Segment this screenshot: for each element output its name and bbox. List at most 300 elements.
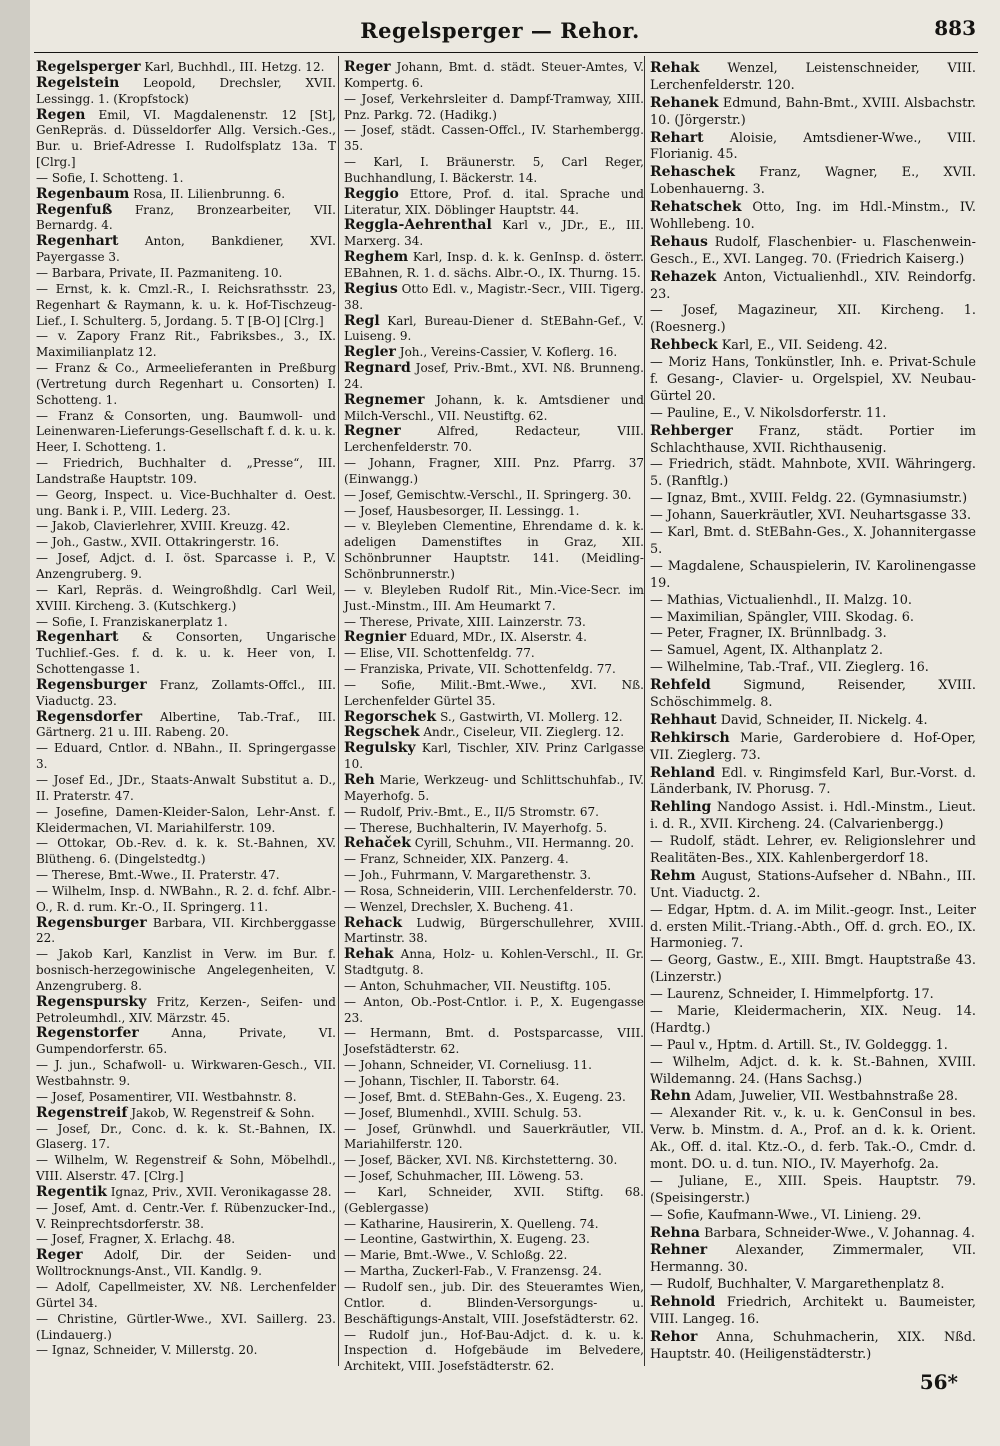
entry-details: — Johann, Tischler, II. Taborstr. 64. [344, 1074, 560, 1088]
entry-details: Edmund, Bahn-Bmt., XVIII. Alsbachstr. 10. (Jörgerstr.) [650, 95, 976, 128]
entry-surname: Rehna [650, 1224, 700, 1241]
entry-details: — Wilhelmine, Tab.-Traf., VII. Zieglerg. 16. [650, 660, 929, 676]
entry-details: Jakob, W. Regenstreif & Sohn. [131, 1105, 315, 1120]
directory-entry [36, 868, 336, 884]
directory-entry [344, 773, 644, 805]
entry-details: Otto, Ing. im Hdl.-Minstm., IV. Wohllebeng. 10. [650, 200, 976, 233]
entry-details: Otto Edl. v., Magistr.-Secr., VIII. Tigerg. 38. [344, 281, 644, 312]
entry-surname: Rehart [650, 129, 704, 146]
entry-details: — Karl, Repräs. d. Weingroßhdlg. Carl Weil, XVIII. Kircheng. 3. (Kutschkerg.) [36, 582, 336, 613]
directory-entry [36, 234, 336, 266]
directory-entry [344, 123, 644, 155]
entry-details: — Laurenz, Schneider, I. Himmelpfortg. 17. [650, 987, 934, 1003]
entry-surname: Regulsky [344, 740, 416, 757]
entry-details: — Ernst, k. k. Cmzl.-R., I. Reichsrathsstr. 23, Regenhart & Raymann, k. u. k. Hof-Tischzeug-Lief., I. Schulterg. 5, Jordang. 5. T [B-O] [Clrg.] [36, 281, 336, 328]
entry-surname: Regenbaum [36, 185, 130, 202]
entry-details: — Johann, Sauerkräutler, XVI. Neuhartsgasse 33. [650, 508, 972, 524]
directory-entry [650, 765, 976, 800]
directory-entry [650, 610, 976, 627]
entry-surname: Rehak [650, 60, 700, 76]
directory-entry [344, 1328, 644, 1376]
entry-details: — Josefine, Damen-Kleider-Salon, Lehr-Anst. f. Kleidermachen, VI. Mariahilferstr. 109. [36, 804, 336, 835]
entry-details: — Samuel, Agent, IX. Althanplatz 2. [650, 643, 883, 659]
entry-details: — Franz, Schneider, XIX. Panzerg. 4. [344, 852, 569, 867]
directory-entry [650, 1106, 976, 1174]
entry-details: Rudolf, Flaschenbier- u. Flaschenwein-Gesch., E., XVI. Langeg. 70. (Friedrich Kaiserg.) [650, 234, 976, 267]
entry-details: Andr., Ciseleur, VII. Zieglerg. 12. [423, 725, 625, 740]
directory-entry [650, 559, 976, 593]
entry-surname: Regenhart [36, 629, 119, 646]
directory-entry [344, 155, 644, 187]
entry-details: S., Gastwirth, VI. Mollerg. 12. [440, 709, 623, 724]
entry-details: — Josef, Amt. d. Centr.-Ver. f. Rübenzucker-Ind., V. Reinprechtsdorferstr. 38. [36, 1200, 336, 1231]
running-head: Regelsperger — Rehor. [360, 18, 640, 43]
entry-surname: Rehatschek [650, 199, 742, 216]
directory-entry [344, 630, 644, 646]
entry-details: David, Schneider, II. Nickelg. 4. [720, 712, 928, 728]
directory-entry [36, 1106, 336, 1122]
directory-entry [344, 662, 644, 678]
directory-entry [344, 1058, 644, 1074]
entry-surname: Rehberger [650, 422, 733, 439]
directory-entry [344, 1248, 644, 1264]
entry-details: Nandogo Assist. i. Hdl.-Minstm., Lieut. i. d. R., XVII. Kircheng. 24. (Calvarienbergg.) [650, 800, 976, 833]
directory-entry [344, 1026, 644, 1058]
entry-surname: Rehn [650, 1088, 691, 1105]
directory-entry [36, 836, 336, 868]
entry-details: — Rosa, Schneiderin, VIII. Lerchenfelderstr. 70. [344, 883, 637, 898]
entry-surname: Regner [344, 423, 401, 440]
entry-surname: Regorschek [344, 708, 437, 725]
entry-details: Emil, VI. Magdalenenstr. 12 [St], GenRepräs. d. Düsseldorfer Allg. Versich.-Ges., Bur. u. Brief-Adresse I. Rudolfsplatz 13a. T [Clrg.] [36, 107, 336, 170]
entry-details: Karl v., JDr., E., III. Marxerg. 34. [344, 218, 644, 249]
directory-entry [344, 282, 644, 314]
entry-details: — Christine, Gürtler-Wwe., XVI. Saillerg. 23. (Lindauerg.) [36, 1311, 336, 1342]
directory-entry [344, 947, 644, 979]
entry-details: — Pauline, E., V. Nikolsdorferstr. 11. [650, 405, 887, 421]
entry-details: — Alexander Rit. v., k. u. k. GenConsul in bes. Verw. b. Minstm. d. A., Prof. an d. k. k. Orient. Ak., Off. d. ital. Ktz.-O., d. ferb. Tak.-O., Cmdr. d. mont. DO. u. d. tun. NIO., IV. Mayerhofg. 2a. [650, 1106, 976, 1172]
entry-details: — Franz & Consorten, ung. Baumwoll- und Leinenwaren-Lieferungs-Gesellschaft f. d. k. u. k. Heer, I. Schotteng. 1. [36, 408, 336, 455]
entry-details: — Marie, Bmt.-Wwe., V. Schloßg. 22. [344, 1248, 568, 1263]
entry-details: — Marie, Kleidermacherin, XIX. Neug. 14. (Hardtg.) [650, 1003, 976, 1036]
directory-entry [344, 836, 644, 852]
directory-entry [650, 1294, 976, 1329]
directory-entry [344, 900, 644, 916]
entry-details: — Peter, Fragner, IX. Brünnlbadg. 3. [650, 626, 887, 642]
entry-details: — Johann, Schneider, VI. Corneliusg. 11. [344, 1058, 592, 1073]
entry-details: — Josef, Adjct. d. I. öst. Sparcasse i. P., V. Anzengruberg. 9. [36, 551, 336, 581]
directory-entry [650, 269, 976, 304]
entry-details: — Josef Ed., JDr., Staats-Anwalt Substitut a. D., II. Praterstr. 47. [36, 772, 336, 803]
entry-details: — Josef, Blumenhdl., XVIII. Schulg. 53. [344, 1105, 582, 1120]
directory-entry [650, 491, 976, 508]
directory-entry [650, 677, 976, 712]
entry-surname: Reggla-Aehrenthal [344, 217, 492, 234]
directory-entry [36, 884, 336, 916]
entry-details: — Joh., Gastw., XVII. Ottakringerstr. 16. [36, 535, 280, 550]
entry-details: — Rudolf, Buchhalter, V. Margarethenplatz 8. [650, 1277, 945, 1293]
directory-entry [650, 1088, 976, 1106]
directory-entry [650, 130, 976, 165]
directory-entry [344, 995, 644, 1027]
entry-surname: Rehfeld [650, 677, 711, 694]
entry-details: Anton, Victualienhdl., XIV. Reindorfg. 23. [650, 269, 976, 302]
entry-details: — Wilhelm, W. Regenstreif & Sohn, Möbelhdl., VIII. Alserstr. 47. [Clrg.] [36, 1153, 336, 1184]
entry-details: — v. Zapory Franz Rit., Fabriksbes., 3., IX. Maximilianplatz 12. [36, 329, 336, 360]
entry-details: — Jakob, Clavierlehrer, XVIII. Kreuzg. 42. [36, 519, 291, 534]
entry-details: — Hermann, Bmt. d. Postsparcasse, VIII. Josefstädterstr. 62. [344, 1026, 644, 1057]
entry-details: Barbara, VII. Kirchberggasse 22. [36, 915, 336, 946]
directory-entry [36, 947, 336, 995]
header-rule [34, 52, 978, 53]
directory-entry [344, 1074, 644, 1090]
directory-entry [344, 187, 644, 219]
entry-details: — Paul v., Hptm. d. Artill. St., IV. Goldeggg. 1. [650, 1037, 948, 1053]
directory-entry [650, 643, 976, 660]
entry-details: — Anton, Schuhmacher, VII. Neustiftg. 105. [344, 978, 612, 993]
entry-details: Wenzel, Leistenschneider, VIII. Lerchenfelderstr. 120. [650, 61, 976, 93]
entry-details: — Karl, Schneider, XVII. Stiftg. 68. (Geblergasse) [344, 1184, 644, 1215]
entry-details: Alexander, Zimmermaler, VII. Hermanng. 30. [650, 1243, 977, 1276]
directory-entry [650, 1038, 976, 1055]
entry-details: Adolf, Dir. der Seiden- und Wolltrocknungs-Anst., VII. Kandlg. 9. [36, 1248, 336, 1279]
entry-surname: Reghem [344, 249, 409, 266]
directory-entry [650, 355, 976, 406]
entry-details: Adam, Juwelier, VII. Westbahnstraße 28. [694, 1089, 959, 1105]
directory-entry [344, 1106, 644, 1122]
entry-details: — Josef, Posamentirer, VII. Westbahnstr. 8. [36, 1089, 297, 1104]
entry-surname: Rehner [650, 1242, 708, 1259]
directory-entry [650, 234, 976, 269]
entry-details: — v. Bleyleben Rudolf Rit., Min.-Vice-Secr. im Just.-Minstm., III. Am Heumarkt 7. [344, 582, 644, 613]
entry-details: Aloisie, Amtsdiener-Wwe., VIII. Florianig. 45. [650, 130, 976, 163]
directory-entry [344, 504, 644, 520]
directory-entry [344, 393, 644, 425]
directory-entry [344, 60, 644, 92]
directory-entry [650, 987, 976, 1004]
entry-surname: Regnard [344, 360, 411, 377]
entry-surname: Rehbeck [650, 337, 718, 354]
entry-details: — Josef, Bmt. d. StEBahn-Ges., X. Eugeng. 23. [344, 1089, 626, 1104]
entry-surname: Rehland [650, 764, 716, 781]
entry-surname: Regelstein [36, 74, 120, 91]
entry-details: Cyrill, Schuhm., VII. Hermanng. 20. [414, 836, 635, 851]
entry-surname: Regl [344, 312, 380, 329]
directory-entry [36, 1201, 336, 1233]
entry-details: — Josef, Hausbesorger, II. Lessingg. 1. [344, 503, 580, 518]
entry-details: Karl, E., VII. Seideng. 42. [721, 338, 888, 354]
entry-details: Franz, Bronzearbeiter, VII. Bernardg. 4. [36, 202, 336, 233]
directory-entry [344, 314, 644, 346]
directory-entry [650, 799, 976, 834]
entry-details: Edl. v. Ringimsfeld Karl, Bur.-Vorst. d. Länderbank, IV. Phorusg. 7. [650, 765, 976, 798]
entry-surname: Regenstorfer [36, 1025, 139, 1042]
directory-entry [36, 535, 336, 551]
entry-details: Anna, Schuhmacherin, XIX. Nßd. Hauptstr. 40. (Heiligenstädterstr.) [650, 1329, 976, 1362]
entry-details: — Adolf, Capellmeister, XV. Nß. Lerchenfelder Gürtel 34. [36, 1279, 336, 1310]
entry-details: — Juliane, E., XIII. Speis. Hauptstr. 79. (Speisingerstr.) [650, 1173, 976, 1206]
directory-entry [36, 108, 336, 171]
entry-details: Anna, Private, VI. Gumpendorferstr. 65. [36, 1026, 336, 1057]
entry-details: — Maximilian, Spängler, VIII. Skodag. 6. [650, 609, 914, 625]
directory-entry [650, 868, 976, 903]
directory-entry [344, 741, 644, 773]
entry-surname: Regius [344, 280, 398, 297]
directory-entry [650, 626, 976, 643]
directory-entry [36, 1058, 336, 1090]
page-number: 883 [934, 16, 976, 40]
directory-entry [344, 1169, 644, 1185]
directory-entry [36, 456, 336, 488]
entry-details: Leopold, Drechsler, XVII. Lessingg. 1. (Kropfstock) [36, 75, 336, 106]
directory-entry [344, 519, 644, 582]
directory-entry [36, 1280, 336, 1312]
entry-details: — Wilhelm, Insp. d. NWBahn., R. 2. d. fchf. Albr.-O., R. d. rum. Kr.-O., II. Springerg. 11. [36, 883, 336, 914]
entry-details: — Ignaz, Bmt., XVIII. Feldg. 22. (Gymnasiumstr.) [650, 491, 968, 507]
directory-entry [36, 1185, 336, 1201]
entry-details: — Anton, Ob.-Post-Cntlor. i. P., X. Eugengasse 23. [344, 994, 644, 1025]
entry-surname: Regschek [344, 724, 420, 741]
entry-surname: Rehm [650, 867, 696, 884]
directory-entry [650, 903, 976, 954]
directory-entry [650, 525, 976, 559]
directory-entry [36, 171, 336, 187]
entry-surname: Rehanek [650, 94, 719, 111]
directory-entry [650, 730, 976, 765]
entry-surname: Regler [344, 344, 396, 361]
directory-entry [36, 203, 336, 235]
directory-entry [344, 852, 644, 868]
printer-signature: 56* [919, 1370, 958, 1394]
directory-entry [36, 710, 336, 742]
entry-surname: Rehaschek [650, 164, 735, 181]
entry-surname: Regen [36, 106, 86, 123]
directory-column-3 [650, 60, 976, 1364]
entry-surname: Reggio [344, 185, 399, 202]
entry-details: Karl, Tischler, XIV. Prinz Carlgasse 10. [344, 741, 644, 772]
directory-entry [344, 916, 644, 948]
directory-entry [650, 834, 976, 868]
directory-entry [344, 805, 644, 821]
entry-details: — Katharine, Hausirerin, X. Quelleng. 74. [344, 1216, 599, 1231]
entry-surname: Rehazek [650, 268, 717, 285]
directory-entry [650, 1277, 976, 1294]
directory-column-2 [344, 60, 644, 1375]
entry-details: — Josef, Fragner, X. Erlachg. 48. [36, 1232, 236, 1247]
entry-details: — Johann, Fragner, XIII. Pnz. Pfarrg. 37 (Einwangg.) [344, 456, 644, 486]
directory-entry [36, 630, 336, 678]
entry-details: — Rudolf sen., jub. Dir. des Steueramtes Wien, Cntlor. d. Blinden-Versorgungs- u. Beschäftigungs-Anstalt, VIII. Josefstädterstr. 62. [344, 1279, 644, 1326]
entry-details: — Therese, Buchhalterin, IV. Mayerhofg. 5. [344, 820, 608, 835]
entry-details: — Mathias, Victualienhdl., II. Malzg. 10. [650, 592, 912, 608]
directory-entry [36, 1312, 336, 1344]
entry-surname: Rehor [650, 1328, 698, 1345]
entry-details: Friedrich, Architekt u. Baumeister, VIII. Langeg. 16. [650, 1295, 976, 1328]
directory-entry [650, 406, 976, 423]
entry-surname: Rehack [344, 914, 403, 931]
entry-surname: Reger [36, 1247, 83, 1264]
entry-details: — Ignaz, Schneider, V. Millerstg. 20. [36, 1343, 258, 1358]
directory-entry [36, 266, 336, 282]
directory-entry [344, 725, 644, 741]
entry-details: — Wenzel, Drechsler, X. Bucheng. 41. [344, 899, 574, 914]
directory-entry [36, 329, 336, 361]
entry-details: Franz, Wagner, E., XVII. Lobenhauerng. 3. [650, 165, 976, 198]
directory-entry [344, 979, 644, 995]
directory-entry [650, 1174, 976, 1208]
directory-entry [36, 361, 336, 409]
entry-details: Rosa, II. Lilienbrunng. 6. [133, 186, 286, 201]
entry-details: Karl, Insp. d. k. k. GenInsp. d. österr. EBahnen, R. 1. d. sächs. Albr.-O., IX. Thurng. 15. [344, 250, 644, 280]
entry-details: Joh., Vereins-Cassier, V. Koflerg. 16. [399, 345, 618, 360]
entry-surname: Reh [344, 771, 375, 788]
directory-entry [650, 593, 976, 610]
entry-details: — Edgar, Hptm. d. A. im Milit.-geogr. Inst., Leiter d. ersten Milit.-Triang.-Abth., Off. d. grch. EO., IX. Harmonieg. 7. [650, 902, 976, 952]
entry-details: — Sofie, I. Schotteng. 1. [36, 170, 184, 185]
directory-entry [650, 457, 976, 491]
entry-details: — Friedrich, Buchhalter d. „Presse“, III. Landstraße Hauptstr. 109. [36, 456, 336, 486]
entry-details: — Josef, Magazineur, XII. Kircheng. 1. (Roesnerg.) [650, 303, 976, 336]
entry-details: — Elise, VII. Schottenfeldg. 77. [344, 646, 535, 661]
directory-entry [344, 615, 644, 631]
entry-details: — Josef, Verkehrsleiter d. Dampf-Tramway, XIII. Pnz. Parkg. 72. (Hadikg.) [344, 91, 644, 122]
entry-details: — Franz & Co., Armeelieferanten in Preßburg (Vertretung durch Regenhart u. Consorten) I. Schotteng. 1. [36, 361, 336, 407]
directory-entry [650, 1329, 976, 1364]
directory-entry [36, 1248, 336, 1280]
directory-entry [650, 508, 976, 525]
directory-entry [36, 60, 336, 76]
entry-details: — Josef, Gemischtw.-Verschl., II. Springerg. 30. [344, 487, 632, 502]
entry-details: — Joh., Fuhrmann, V. Margarethenstr. 3. [344, 868, 592, 883]
entry-details: — Moriz Hans, Tonkünstler, Inh. e. Privat-Schule f. Gesang-, Clavier- u. Orgelspiel, XV. Neubau-Gürtel 20. [650, 355, 976, 404]
entry-details: Eduard, MDr., IX. Alserstr. 4. [409, 630, 587, 645]
directory-entry [344, 646, 644, 662]
directory-entry [36, 583, 336, 615]
entry-details: Sigmund, Reisender, XVIII. Schöschimmelg. 8. [650, 678, 976, 710]
entry-details: Johann, Bmt. d. städt. Steuer-Amtes, V. Kompertg. 6. [344, 60, 644, 90]
entry-surname: Regentik [36, 1183, 107, 1200]
entry-details: — Sofie, I. Franziskanerplatz 1. [36, 614, 228, 629]
entry-details: — v. Bleyleben Clementine, Ehrendame d. k. k. adeligen Damenstiftes in Graz, XII. Schönbrunner Hauptstr. 141. (Meidling-Schönbrunnerstr.) [344, 519, 644, 581]
directory-entry [36, 741, 336, 773]
directory-entry [650, 423, 976, 458]
entry-surname: Rehling [650, 799, 712, 816]
entry-details: — Magdalene, Schauspielerin, IV. Karolinengasse 19. [650, 558, 976, 591]
entry-details: — Therese, Private, XIII. Lainzerstr. 73. [344, 614, 586, 629]
directory-entry [650, 199, 976, 234]
directory-entry [344, 92, 644, 124]
directory-entry [650, 1004, 976, 1038]
directory-entry [344, 488, 644, 504]
directory-entry [344, 1090, 644, 1106]
entry-details: — Rudolf, städt. Lehrer, ev. Religionslehrer und Realitäten-Bes., XIX. Kahlenbergerdorf 18. [650, 834, 976, 866]
entry-surname: Regenspursky [36, 993, 147, 1010]
entry-surname: Regenhart [36, 233, 119, 250]
entry-details: Fritz, Kerzen-, Seifen- und Petroleumhdl., XIV. Märzstr. 45. [36, 994, 336, 1025]
directory-entry [650, 1055, 976, 1089]
entry-details: Anna, Holz- u. Kohlen-Verschl., II. Gr. Stadtgutg. 8. [344, 947, 644, 978]
directory-entry [344, 583, 644, 615]
entry-details: Josef, Priv.-Bmt., XVI. Nß. Brunneng. 24. [344, 361, 644, 391]
entry-details: — Karl, I. Bräunerstr. 5, Carl Reger, Buchhandlung, I. Bäckerstr. 14. [344, 155, 644, 185]
directory-entry [36, 519, 336, 535]
directory-entry [36, 615, 336, 631]
entry-details: August, Stations-Aufseher d. NBahn., III. Unt. Viaductg. 2. [650, 868, 976, 901]
directory-entry [36, 1026, 336, 1058]
entry-details: & Consorten, Ungarische Tuchlief.-Ges. f. d. k. u. k. Heer von, I. Schottengasse 1. [36, 630, 336, 677]
entry-details: — Barbara, Private, II. Pazmaniteng. 10. [36, 265, 283, 280]
directory-entry [344, 250, 644, 282]
entry-details: Barbara, Schneider-Wwe., V. Johannag. 4. [704, 1225, 975, 1241]
entry-details: — Josef, Bäcker, XVI. Nß. Kirchstetterng. 30. [344, 1153, 618, 1168]
entry-surname: Rehaus [650, 233, 708, 250]
directory-entry [344, 1280, 644, 1328]
directory-entry [36, 805, 336, 837]
entry-surname: Rehak [344, 946, 394, 963]
entry-details: — Georg, Inspect. u. Vice-Buchhalter d. Oest. ung. Bank i. P., VIII. Lederg. 23. [36, 487, 336, 518]
entry-details: Ettore, Prof. d. ital. Sprache und Literatur, XIX. Döblinger Hauptstr. 44. [344, 186, 644, 217]
directory-entry [344, 218, 644, 250]
entry-details: Ignaz, Priv., XVII. Veronikagasse 28. [110, 1184, 332, 1199]
directory-entry [36, 409, 336, 457]
entry-surname: Regnemer [344, 391, 425, 408]
directory-entry [36, 1153, 336, 1185]
directory-entry [344, 1217, 644, 1233]
directory-entry [36, 187, 336, 203]
entry-details: — Josef, Dr., Conc. d. k. k. St.-Bahnen, IX. Glaserg. 17. [36, 1121, 336, 1152]
entry-surname: Regnier [344, 629, 407, 646]
directory-entry [344, 424, 644, 456]
entry-details: — Friedrich, städt. Mahnbote, XVII. Währingerg. 5. (Ranftlg.) [650, 457, 976, 490]
entry-details: Franz, städt. Portier im Schlachthause, XVII. Richthausenig. [650, 423, 976, 456]
entry-details: Anton, Bankdiener, XVI. Payergasse 3. [36, 234, 336, 265]
directory-entry [344, 1153, 644, 1169]
directory-entry [36, 76, 336, 108]
directory-entry [650, 1225, 976, 1243]
directory-entry [650, 164, 976, 199]
directory-entry [344, 868, 644, 884]
directory-entry [650, 1242, 976, 1277]
directory-entry [36, 916, 336, 948]
directory-entry [344, 710, 644, 726]
directory-entry [36, 488, 336, 520]
entry-surname: Reger [344, 59, 391, 75]
entry-surname: Rehhaut [650, 711, 717, 728]
entry-surname: Regensdorfer [36, 708, 143, 725]
entry-details: — Georg, Gastw., E., XIII. Bmgt. Hauptstraße 43. (Linzerstr.) [650, 953, 976, 986]
entry-details: Karl, Buchhdl., III. Hetzg. 12. [144, 60, 325, 74]
directory-entry [650, 337, 976, 355]
entry-details: — Leontine, Gastwirthin, X. Eugeng. 23. [344, 1232, 590, 1247]
directory-entry [344, 821, 644, 837]
entry-surname: Regensburger [36, 676, 147, 693]
entry-details: — Rudolf jun., Hof-Bau-Adjct. d. k. u. k. Inspection d. Hofgebäude im Belvedere, Architekt, VIII. Josefstädterstr. 62. [344, 1327, 644, 1374]
directory-entry [36, 1232, 336, 1248]
directory-entry [650, 712, 976, 730]
directory-entry [344, 1264, 644, 1280]
entry-details: — Wilhelm, Adjct. d. k. k. St.-Bahnen, XVIII. Wildemanng. 24. (Hans Sachsg.) [650, 1054, 976, 1087]
entry-details: — Sofie, Milit.-Bmt.-Wwe., XVI. Nß. Lerchenfelder Gürtel 35. [344, 677, 644, 708]
directory-entry [650, 953, 976, 987]
directory-entry [650, 60, 976, 95]
entry-details: — Josef, Schuhmacher, III. Löweng. 53. [344, 1169, 584, 1184]
entry-details: — Josef, städt. Cassen-Offcl., IV. Starhembergg. 35. [344, 123, 644, 154]
entry-details: — Karl, Bmt. d. StEBahn-Ges., X. Johannitergasse 5. [650, 525, 976, 557]
entry-surname: Rehaček [344, 835, 411, 852]
entry-details: — Josef, Grünwhdl. und Sauerkräutler, VII. Mariahilferstr. 120. [344, 1121, 644, 1152]
entry-details: Ludwig, Bürgerschullehrer, XVIII. Martinstr. 38. [344, 915, 644, 946]
directory-entry [36, 551, 336, 583]
